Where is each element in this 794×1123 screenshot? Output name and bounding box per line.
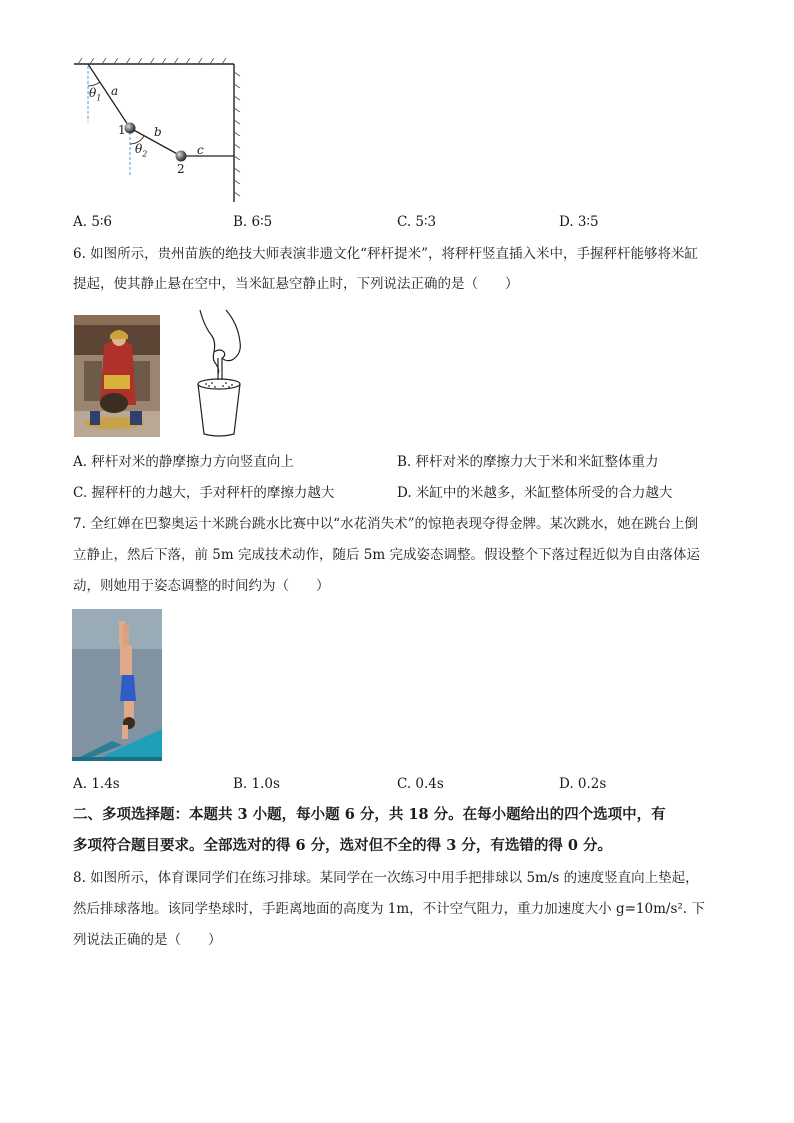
label-b: b [154,125,162,139]
label-theta2: $\theta_2$ [135,142,148,159]
section2-heading-line2: 多项符合题目要求。全部选对的得 6 分，选对但不全的得 3 分，有选错的得 0 分。 [73,837,613,854]
q7-stem-line3: 动，则她用于姿态调整的时间约为（ ） [73,578,330,594]
q6-stem-line1: 6. 如图所示，贵州苗族的绝技大师表演非遗文化“秤杆提米”，将秤杆竖直插入米中，手握秤杆能够将米缸 [73,246,698,262]
label-1: 1 [118,123,126,137]
diver-photo [72,609,162,761]
label-theta1: $\theta_1$ [89,86,102,103]
q8-stem-line1: 8. 如图所示，体育课同学们在练习排球。某同学在一次练习中用手把排球以 5m/s 的速度竖直向上垫起， [73,870,699,886]
q7-option-c: C. 0.4s [397,776,444,792]
q6-option-b: B. 秤杆对米的摩擦力大于米和米缸整体重力 [397,454,659,470]
performer-photo [74,315,160,437]
q6-option-d: D. 米缸中的米越多，米缸整体所受的合力越大 [397,485,673,501]
q7-option-a: A. 1.4s [73,776,120,792]
q5-option-d: D. 3∶5 [559,214,599,230]
label-c: c [197,143,204,157]
q7-option-d: D. 0.2s [559,776,607,792]
q7-stem-line1: 7. 全红婵在巴黎奥运十米跳台跳水比赛中以“水花消失术”的惊艳表现夺得金牌。某次跳水，她在跳台上倒 [73,516,698,532]
q6-stem-line2: 提起，使其静止悬在空中，当米缸悬空静止时，下列说法正确的是（ ） [73,276,519,292]
q5-option-b: B. 6∶5 [233,214,273,230]
label-a: a [111,84,119,98]
q8-stem-line3: 列说法正确的是（ ） [73,932,222,948]
label-2: 2 [177,162,185,176]
q6-option-a: A. 秤杆对米的静摩擦力方向竖直向上 [73,454,294,470]
section2-heading-line1: 二、多项选择题：本题共 3 小题，每小题 6 分，共 18 分。在每小题给出的四个选项中，有 [73,806,666,823]
ball-2 [176,151,187,162]
q7-option-b: B. 1.0s [233,776,280,792]
q8-stem-line2: 然后排球落地。该同学垫球时，手距离地面的高度为 1m，不计空气阻力，重力加速度大小 g=10m/s². 下 [73,901,705,917]
q7-stem-line2: 立静止，然后下落，前 5m 完成技术动作，随后 5m 完成姿态调整。假设整个下落过程近似为自由落体运 [73,547,700,563]
q5-option-c: C. 5∶3 [397,214,437,230]
ball-1 [125,123,136,134]
q5-option-a: A. 5∶6 [73,214,113,230]
q6-option-c: C. 握秤杆的力越大，手对秤杆的摩擦力越大 [73,485,335,501]
rice-pot-sketch [190,308,248,440]
